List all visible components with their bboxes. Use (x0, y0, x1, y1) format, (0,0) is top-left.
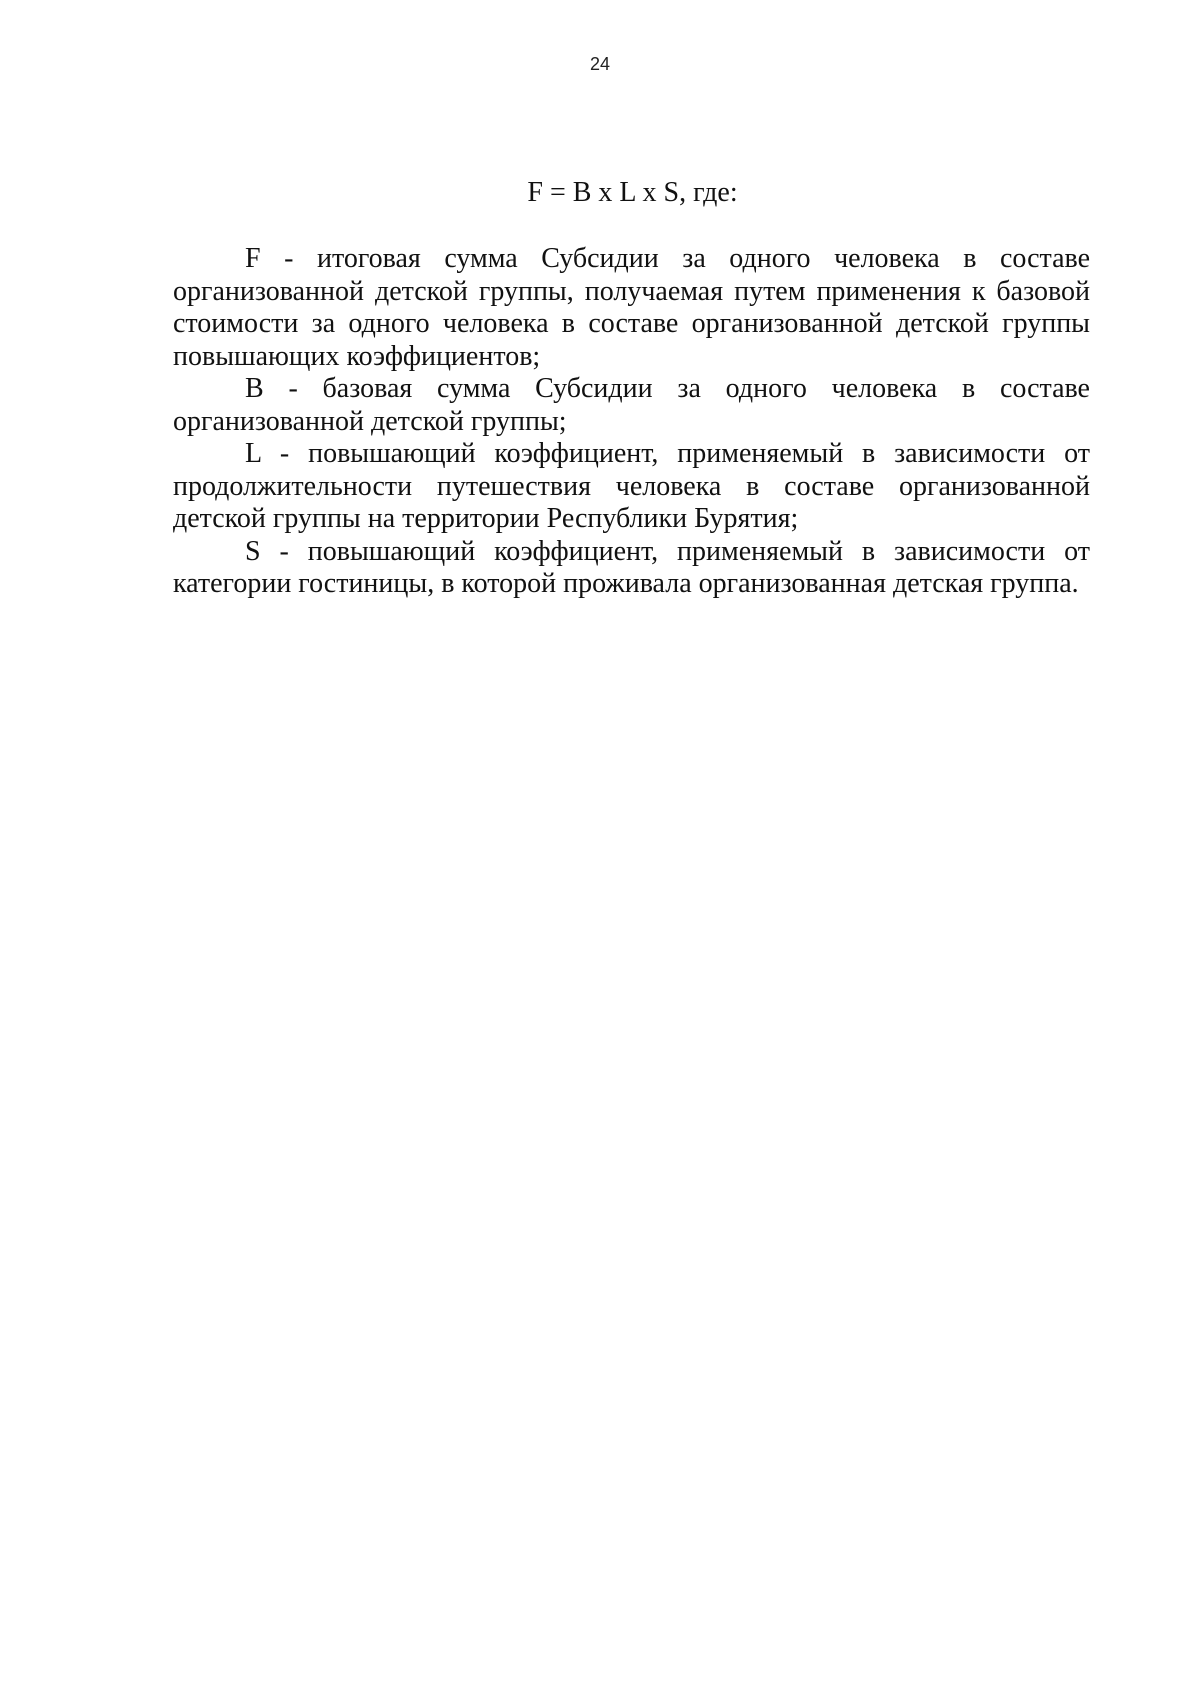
definition-b: B - базовая сумма Субсидии за одного человека в составе организованной детской группы; (173, 373, 1090, 437)
definition-f: F - итоговая сумма Субсидии за одного человека в составе организованной детской группы, получаемая путем применения к базовой стоимости за одного человека в составе организованной детской группы повышающих коэффициентов; (173, 243, 1090, 372)
definitions-list (173, 243, 1090, 601)
formula-line: F = B x L x S, где: (527, 177, 738, 208)
definition-l: L - повышающий коэффициент, применяемый в зависимости от продолжительности путешествия человека в составе организованной детской группы на территории Республики Бурятия; (173, 438, 1090, 534)
page-number: 24 (589, 54, 611, 74)
definition-s: S - повышающий коэффициент, применяемый в зависимости от категории гостиницы, в которой проживала организованная детская группа. (173, 535, 1090, 599)
